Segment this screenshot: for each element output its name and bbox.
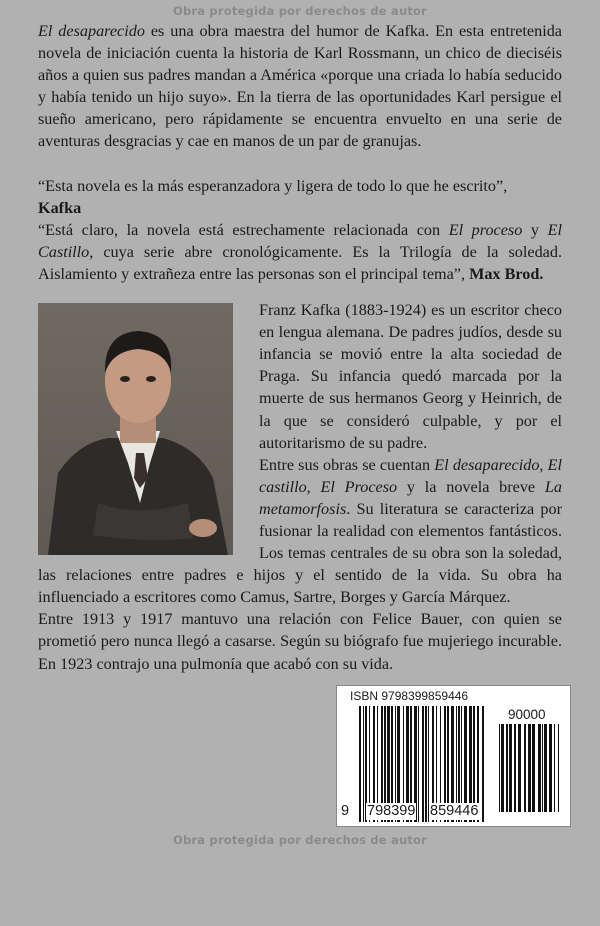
- barcode-bar: [544, 724, 547, 812]
- barcode-digits-right: 859446: [430, 802, 479, 819]
- barcode-digit: 9: [341, 802, 350, 819]
- work-titles: El desaparecido, El castillo, El Proceso: [259, 455, 562, 496]
- barcode-bar: [501, 724, 504, 812]
- bio-paragraph-3: Entre 1913 y 1917 mantuvo una relación con Felice Bauer, con quien se prometió pero nunca llegó a casarse. Según su biógrafo fue mujeriego incurable. En 1923 contrajo una pulmonía que acabó con su vida.: [38, 610, 562, 673]
- quote-text: “Esta novela es la más esperanzadora y ligera de todo lo que he escrito”,: [38, 176, 508, 195]
- quote-author: Kafka: [38, 198, 82, 217]
- barcode-bar: [425, 706, 427, 822]
- bio-text: . Su literatura se caracteriza por fusionar la realidad con elementos fantásticos. Los temas centrales de su obra son la soledad, las relaciones entre padres e hijos y el sentido de la vida. Su obra ha influenciado a escritores como Camus, Sartre, Borges y García Márquez.: [38, 499, 562, 607]
- barcode-bar: [549, 724, 552, 812]
- isbn-label: ISBN 9798399859446: [350, 688, 469, 703]
- barcode-bar: [422, 706, 424, 822]
- price-code: 90000: [508, 706, 546, 722]
- barcode-bar: [418, 706, 419, 822]
- work-title: El proceso: [448, 220, 523, 239]
- barcode-bar: [538, 724, 541, 812]
- barcode-bar: [558, 724, 559, 812]
- author-portrait: [38, 303, 233, 555]
- barcode-bar: [514, 724, 516, 812]
- book-title: El desaparecido: [38, 22, 145, 40]
- watermark-top: Obra protegida por derechos de autor: [172, 4, 428, 18]
- watermark-bottom: Obra protegida por derechos de autor: [172, 832, 428, 847]
- work-title: El Castillo: [38, 220, 562, 261]
- quote-text: “Está claro, la novela está estrechamente relacionada con: [38, 220, 449, 239]
- barcode-bar: [518, 724, 521, 812]
- addon-barcode-bars: [499, 724, 564, 812]
- back-cover-text: [38, 20, 562, 675]
- bio-text: y la novela breve: [397, 477, 545, 496]
- barcode-bar: [506, 724, 508, 812]
- barcode-bar: [532, 724, 535, 812]
- quote-text: y: [522, 220, 548, 239]
- quote-kafka: [38, 175, 562, 219]
- barcode-bar: [363, 706, 364, 822]
- barcode-bar: [542, 724, 543, 812]
- synopsis: [38, 20, 562, 153]
- barcode-bar: [528, 724, 531, 812]
- quote-author: Max Brod.: [469, 264, 544, 283]
- barcode-digits-left: 798399: [367, 802, 416, 819]
- bio-paragraph-1: Franz Kafka (1883-1924) es un escritor checo en lengua alemana. De padres judíos, desde su infancia se movió entre la alta sociedad de Praga. Su infancia quedó marcada por la muerte de sus hermanos Georg y Heinrich, de la que se consideró culpable, y por el autoritarismo de su padre.: [259, 301, 562, 452]
- barcode-bar: [482, 706, 484, 822]
- barcode-bar: [359, 706, 361, 822]
- quote-text: , cuya serie abre cronológicamente. Es la Trilogía de la soledad. Aislamiento y extrañeza entre las personas son el principal tema”,: [38, 242, 562, 283]
- isbn-barcode: [336, 685, 571, 827]
- barcode-bar: [524, 724, 526, 812]
- barcode-bar: [554, 724, 555, 812]
- barcode-bar: [509, 724, 512, 812]
- work-title: La metamorfosis: [259, 477, 562, 518]
- bio-text: Entre sus obras se cuentan: [259, 455, 435, 474]
- quote-brod: [38, 219, 562, 285]
- barcode-bar: [499, 724, 500, 812]
- synopsis-text: es una obra maestra del humor de Kafka. En esta entretenida novela de iniciación cuenta la historia de Karl Rossmann, un chico de dieciséis años a quien sus padres mandan a América «porque una criada lo había seducido y había tenido un hijo suyo». En la tierra de las oportunidades Karl persigue el sueño americano, pero rápidamente se encuentra envuelto en una serie de aventuras desgracias y cae en manos de un par de granujas.: [38, 22, 562, 151]
